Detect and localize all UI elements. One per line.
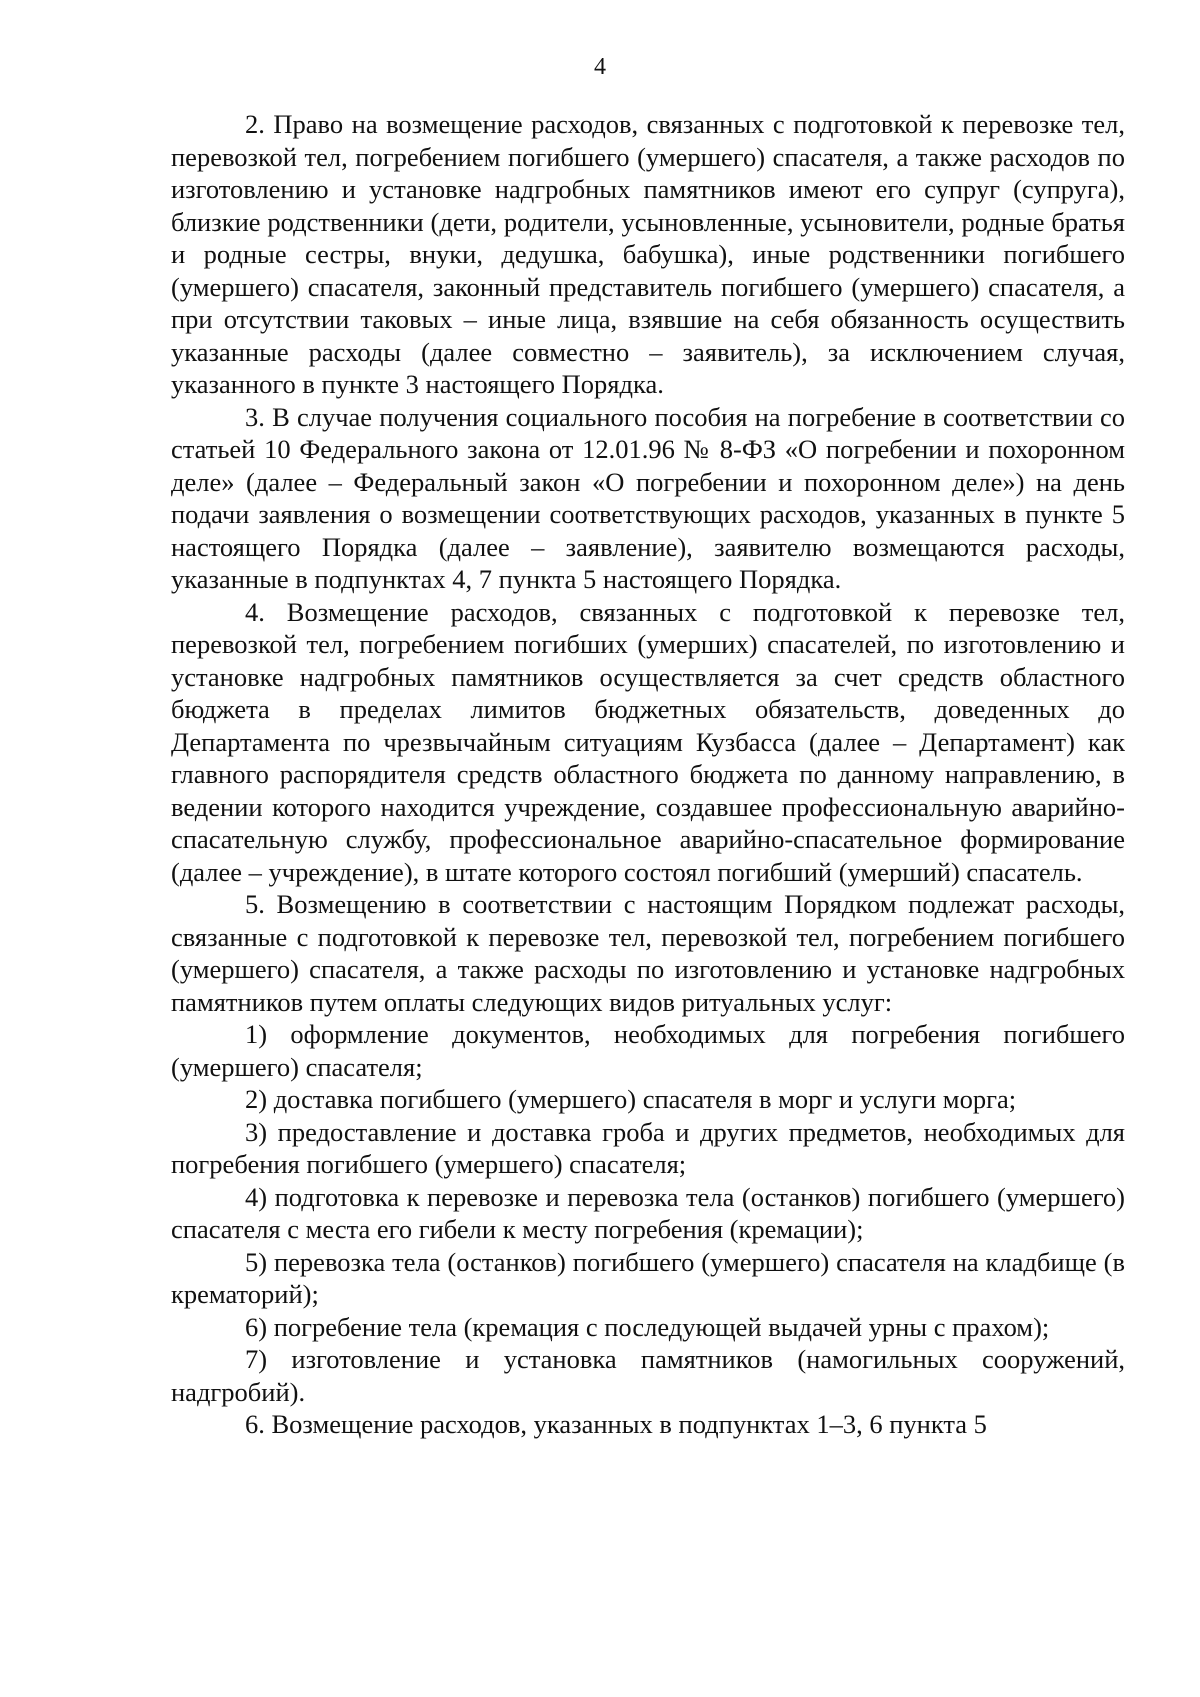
list-item-2-morgue: 2) доставка погибшего (умершего) спасателя в морг и услуги морга; bbox=[245, 1084, 1017, 1114]
page-number: 4 bbox=[594, 54, 606, 80]
list-item-1-documents: 1) оформление документов, необходимых для погребения погибшего (умершего) спасателя; bbox=[171, 1019, 1125, 1082]
list-item-5-transport-cemetery: 5) перевозка тела (останков) погибшего (умершего) спасателя на кладбище (в крематорий); bbox=[171, 1246, 1125, 1309]
list-item-6-burial: 6) погребение тела (кремация с последующей выдачей урны с прахом); bbox=[245, 1311, 1050, 1342]
paragraph-5-reimbursable-services: 5. Возмещению в соответствии с настоящим Порядком подлежат расходы, связанные с подготовкой к перевозке тел, перевозкой тел, погребением погибшего (умершего) спасателя, а также расходы по изготовлению и установке надгробных памятников путем оплаты следующих видов ритуальных услуг: bbox=[171, 889, 1125, 1017]
list-item-4-transport-preparation: 4) подготовка к перевозке и перевозка тела (останков) погибшего (умершего) спасателя с места его гибели к месту погребения (кремации); bbox=[171, 1181, 1125, 1244]
list-item-7-monuments: 7) изготовление и установка памятников (намогильных сооружений, надгробий). bbox=[171, 1344, 1125, 1407]
paragraph-4-funding-source: 4. Возмещение расходов, связанных с подготовкой к перевозке тел, перевозкой тел, погребением погибших (умерших) спасателей, по изготовлению и установке надгробных памятников осуществляется за счет средств областного бюджета в пределах лимитов бюджетных обязательств, доведенных до Департамента по чрезвычайным ситуациям Кузбасса (далее – Департамент) как главного распорядителя средств областного бюджета по данному направлению, в ведении которого находится учреждение, создавшее профессиональную аварийно-спасательную службу, профессиональное аварийно-спасательное формирование (далее – учреждение), в штате которого состоял погибший (умерший) спасатель. bbox=[171, 596, 1125, 887]
paragraph-3-burial-allowance: 3. В случае получения социального пособия на погребение в соответствии со статьей 10 Федерального закона от 12.01.96 № 8-ФЗ «О погребении и похоронном деле» (далее – Федеральный закон «О погребении и похоронном деле») на день подачи заявления о возмещении соответствующих расходов, указанных в пункте 5 настоящего Порядка (далее – заявление), заявителю возмещаются расходы, указанные в подпунктах 4, 7 пункта 5 настоящего Порядка. bbox=[171, 401, 1125, 594]
list-item-3-coffin: 3) предоставление и доставка гроба и других предметов, необходимых для погребения погибшего (умершего) спасателя; bbox=[171, 1116, 1125, 1179]
document-body bbox=[171, 108, 1125, 1441]
paragraph-2-right-to-reimbursement: 2. Право на возмещение расходов, связанных с подготовкой к перевозке тел, перевозкой тел, погребением погибшего (умершего) спасателя, а также расходов по изготовлению и установке надгробных памятников имеют его супруг (супруга), близкие родственники (дети, родители, усыновленные, усыновители, родные братья и родные сестры, внуки, дедушка, бабушка), иные родственники погибшего (умершего) спасателя, законный представитель погибшего (умершего) спасателя, а при отсутствии таковых – иные лица, взявшие на себя обязанность осуществить указанные расходы (далее совместно – заявитель), за исключением случая, указанного в пункте 3 настоящего Порядка. bbox=[171, 109, 1125, 399]
paragraph-6-start: 6. Возмещение расходов, указанных в подпунктах 1–3, 6 пункта 5 bbox=[245, 1409, 987, 1439]
